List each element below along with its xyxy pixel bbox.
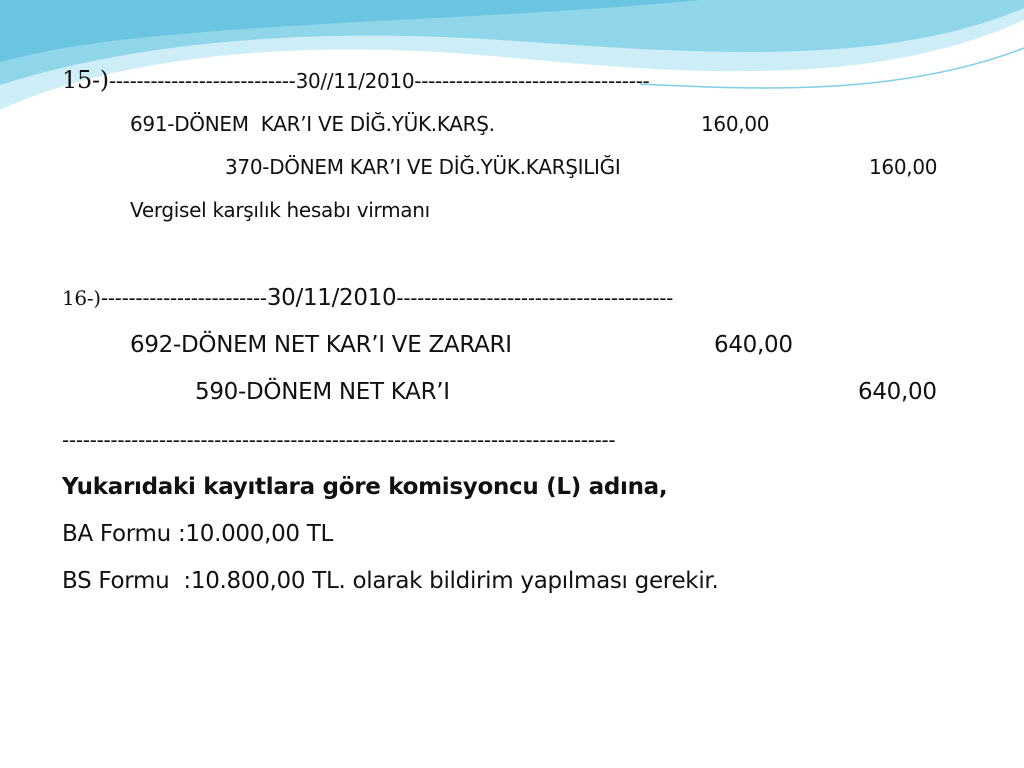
entry-15-credit-account: 370-DÖNEM KAR’I VE DİĞ.YÜK.KARŞILIĞI (225, 155, 621, 179)
entry-16-dash-left: ------------------------ (100, 286, 267, 310)
ba-form-line: BA Formu :10.000,00 TL (62, 521, 334, 547)
bs-form-line: BS Formu :10.800,00 TL. olarak bildirim yapılması gerekir. (62, 568, 719, 594)
entry-16-debit-amount: 640,00 (714, 332, 793, 358)
entry-15-date-line: ---------------------------30//11/2010---------------------------------- (108, 69, 650, 93)
entry-15-debit-account: 691-DÖNEM KAR’I VE DİĞ.YÜK.KARŞ. (130, 112, 495, 136)
entry-16-number: 16-) (62, 286, 101, 310)
entry-15-header (62, 68, 649, 92)
decorative-wave-banner (0, 0, 1024, 120)
entry-15-description: Vergisel karşılık hesabı virmanı (130, 198, 430, 222)
separator-line: -------------------------------------------------------------------------------- (62, 428, 616, 452)
entry-15-debit-amount: 160,00 (701, 112, 770, 136)
entry-16-debit-account: 692-DÖNEM NET KAR’I VE ZARARI (130, 332, 512, 358)
entry-16-credit-account: 590-DÖNEM NET KAR’I (195, 379, 450, 405)
summary-heading: Yukarıdaki kayıtlara göre komisyoncu (L) adına, (62, 474, 668, 500)
entry-16-header (62, 287, 673, 310)
entry-16-credit-amount: 640,00 (858, 379, 937, 405)
entry-15-number: 15-) (62, 66, 109, 94)
entry-16-dash-right: ---------------------------------------- (396, 286, 674, 310)
entry-15-credit-amount: 160,00 (869, 155, 938, 179)
entry-16-date: 30/11/2010 (266, 285, 397, 311)
